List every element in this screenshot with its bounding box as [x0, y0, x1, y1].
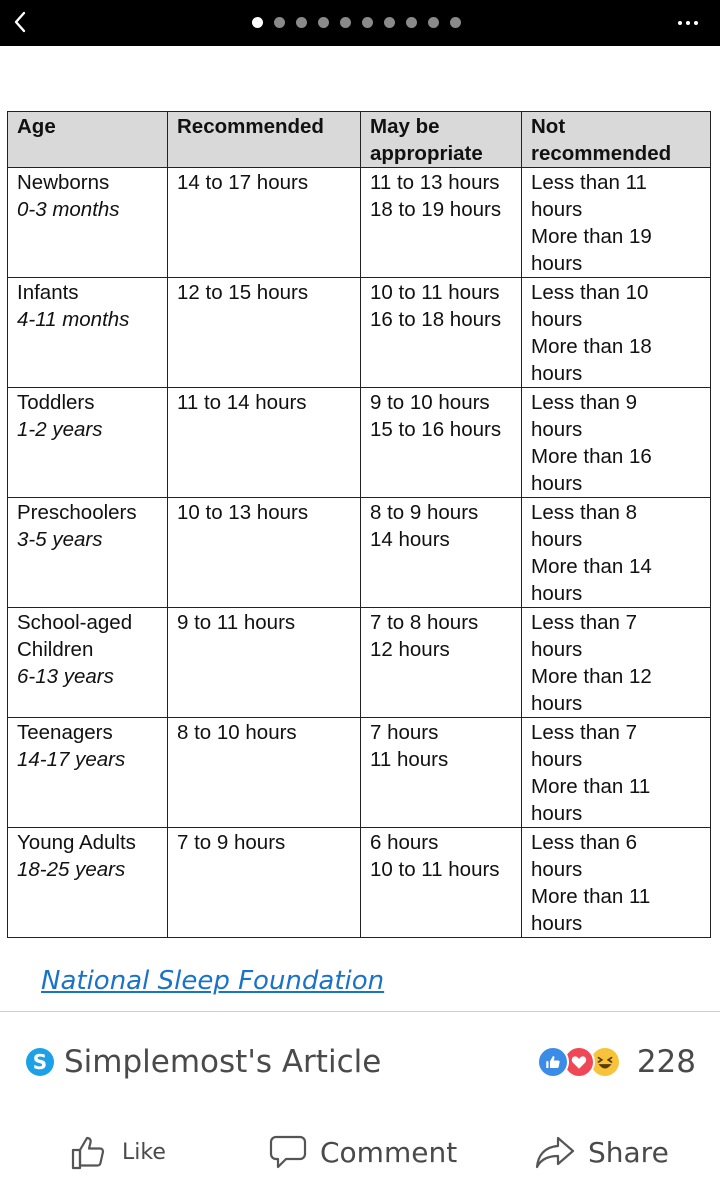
not-recommended-cell: Less than 8 hours More than 14 hours: [522, 498, 711, 608]
header-age: Age: [8, 112, 168, 168]
table-row: [8, 278, 711, 388]
pager-dot[interactable]: [274, 17, 285, 28]
pager-dot[interactable]: [406, 17, 417, 28]
header-not-recommended: Not recommended: [522, 112, 711, 168]
more-options-button[interactable]: [670, 10, 706, 36]
pager-dot[interactable]: [362, 17, 373, 28]
thumbs-up-icon: [544, 1053, 562, 1071]
not-recommended-cell: Less than 11 hours More than 19 hours: [522, 168, 711, 278]
thumbs-up-icon: [70, 1132, 110, 1172]
may-be-cell: 11 to 13 hours 18 to 19 hours: [361, 168, 522, 278]
age-cell: Newborns 0-3 months: [8, 168, 168, 278]
share-arrow-icon: [534, 1132, 576, 1172]
recommended-cell: 12 to 15 hours: [168, 278, 361, 388]
article-label: Simplemost's Article: [64, 1044, 382, 1080]
like-reaction-icon: [537, 1046, 569, 1078]
recommended-cell: 9 to 11 hours: [168, 608, 361, 718]
table-row: [8, 718, 711, 828]
share-button[interactable]: [534, 1128, 669, 1176]
table-row: [8, 388, 711, 498]
reactions-summary[interactable]: [537, 1040, 696, 1084]
header-recommended: Recommended: [168, 112, 361, 168]
pager-dot[interactable]: [384, 17, 395, 28]
like-label: Like: [122, 1139, 166, 1165]
pager-dot[interactable]: [428, 17, 439, 28]
pager-dot[interactable]: [450, 17, 461, 28]
article-attribution[interactable]: [26, 1040, 381, 1084]
pager-dot[interactable]: [296, 17, 307, 28]
age-cell: School-aged Children 6-13 years: [8, 608, 168, 718]
heart-icon: [570, 1053, 588, 1071]
recommended-cell: 14 to 17 hours: [168, 168, 361, 278]
top-bar: [0, 0, 720, 46]
comment-button[interactable]: [268, 1128, 457, 1176]
laughing-face-icon: [592, 1049, 618, 1075]
sleep-table: [7, 111, 711, 938]
reaction-count: 228: [636, 1044, 696, 1080]
table-row: [8, 498, 711, 608]
not-recommended-cell: Less than 6 hours More than 11 hours: [522, 828, 711, 938]
pager-dot[interactable]: [318, 17, 329, 28]
table-row: [8, 608, 711, 718]
may-be-cell: 7 hours 11 hours: [361, 718, 522, 828]
not-recommended-cell: Less than 9 hours More than 16 hours: [522, 388, 711, 498]
comment-label: Comment: [320, 1135, 458, 1169]
pager-dot[interactable]: [340, 17, 351, 28]
back-button[interactable]: [2, 4, 38, 40]
age-cell: Teenagers 14-17 years: [8, 718, 168, 828]
table-row: [8, 168, 711, 278]
source-link[interactable]: National Sleep Foundation: [41, 966, 385, 996]
like-button[interactable]: [70, 1128, 166, 1176]
recommended-cell: 10 to 13 hours: [168, 498, 361, 608]
comment-bubble-icon: [268, 1132, 308, 1172]
sleep-table-image[interactable]: [7, 111, 710, 938]
share-label: Share: [588, 1135, 669, 1169]
more-dots-icon: [678, 21, 682, 25]
may-be-cell: 9 to 10 hours 15 to 16 hours: [361, 388, 522, 498]
may-be-cell: 8 to 9 hours 14 hours: [361, 498, 522, 608]
not-recommended-cell: Less than 7 hours More than 12 hours: [522, 608, 711, 718]
not-recommended-cell: Less than 10 hours More than 18 hours: [522, 278, 711, 388]
may-be-cell: 10 to 11 hours 16 to 18 hours: [361, 278, 522, 388]
age-cell: Infants 4-11 months: [8, 278, 168, 388]
not-recommended-cell: Less than 7 hours More than 11 hours: [522, 718, 711, 828]
action-bar: [0, 1128, 720, 1176]
chevron-left-icon: [12, 10, 28, 34]
simplemost-logo-icon: S: [26, 1048, 54, 1076]
table-row: [8, 828, 711, 938]
pager-dot[interactable]: [252, 17, 263, 28]
age-cell: Toddlers 1-2 years: [8, 388, 168, 498]
header-may-be-appropriate: May be appropriate: [361, 112, 522, 168]
may-be-cell: 7 to 8 hours 12 hours: [361, 608, 522, 718]
recommended-cell: 8 to 10 hours: [168, 718, 361, 828]
divider: [0, 1011, 720, 1012]
recommended-cell: 11 to 14 hours: [168, 388, 361, 498]
table-header-row: [8, 112, 711, 168]
recommended-cell: 7 to 9 hours: [168, 828, 361, 938]
age-cell: Preschoolers 3-5 years: [8, 498, 168, 608]
age-cell: Young Adults 18-25 years: [8, 828, 168, 938]
may-be-cell: 6 hours 10 to 11 hours: [361, 828, 522, 938]
pager-dots: [252, 17, 461, 28]
